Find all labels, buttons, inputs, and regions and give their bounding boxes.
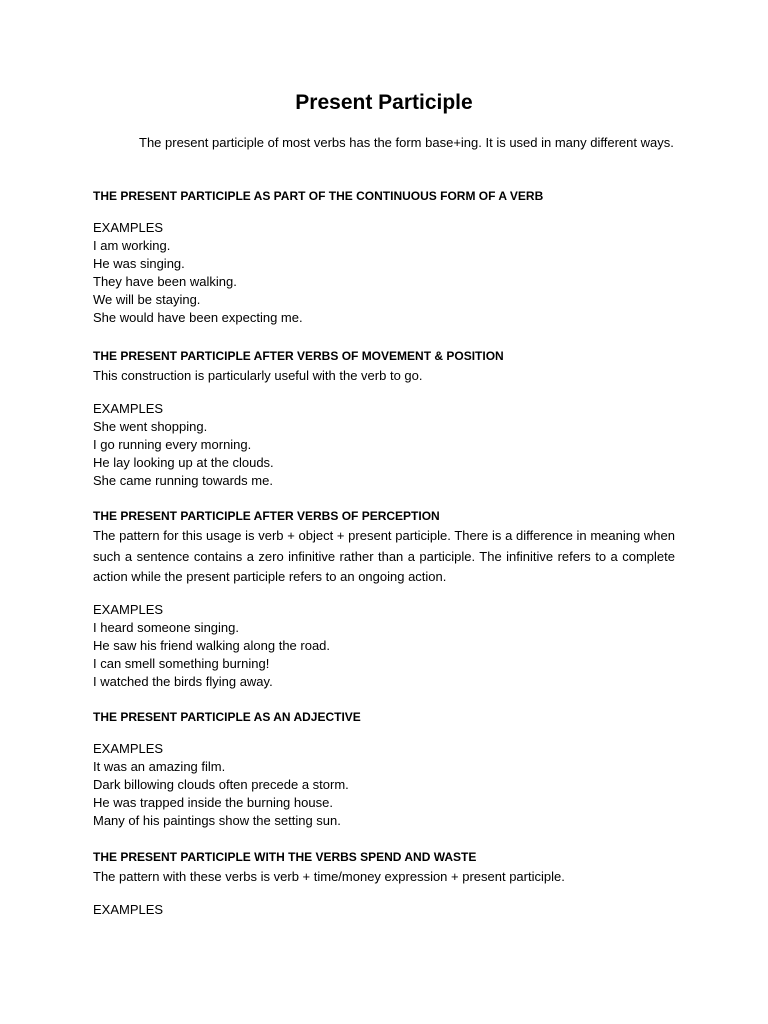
example-line: He was trapped inside the burning house. <box>93 795 333 810</box>
examples-label: EXAMPLES <box>93 220 164 235</box>
example-line: He saw his friend walking along the road. <box>93 638 331 653</box>
example-line: I watched the birds flying away. <box>93 674 273 689</box>
examples-block-adjective <box>93 740 349 830</box>
example-line: Many of his paintings show the setting sun. <box>93 813 341 828</box>
intro-paragraph: The present participle of most verbs has the form base+ing. It is used in many different ways. <box>139 135 674 150</box>
example-line: I heard someone singing. <box>93 620 239 635</box>
examples-block-spend-waste <box>93 901 163 919</box>
section-description-movement: This construction is particularly useful with the verb to go. <box>93 368 423 383</box>
example-line: She would have been expecting me. <box>93 310 303 325</box>
examples-label: EXAMPLES <box>93 401 164 416</box>
section-description-perception: The pattern for this usage is verb + object + present participle. There is a difference in meaning when such a sentence contains a zero infinitive rather than a participle. The infinitive refers to a complete action while the present participle refers to an ongoing action. <box>93 528 675 584</box>
example-line: He lay looking up at the clouds. <box>93 455 274 470</box>
example-line: It was an amazing film. <box>93 759 226 774</box>
examples-label: EXAMPLES <box>93 602 164 617</box>
example-line: We will be staying. <box>93 292 201 307</box>
section-heading-movement: THE PRESENT PARTICIPLE AFTER VERBS OF MOVEMENT & POSITION <box>93 349 504 363</box>
example-line: I am working. <box>93 238 171 253</box>
section-heading-spend-waste: THE PRESENT PARTICIPLE WITH THE VERBS SPEND AND WASTE <box>93 850 477 864</box>
section-description-spend-waste: The pattern with these verbs is verb + time/money expression + present participle. <box>93 869 565 884</box>
examples-block-continuous <box>93 219 303 327</box>
examples-block-movement <box>93 400 274 490</box>
examples-label: EXAMPLES <box>93 741 164 756</box>
page-title: Present Participle <box>295 91 473 114</box>
examples-block-perception <box>93 601 330 691</box>
example-line: She went shopping. <box>93 419 208 434</box>
example-line: Dark billowing clouds often precede a storm. <box>93 777 349 792</box>
section-heading-continuous: THE PRESENT PARTICIPLE AS PART OF THE CONTINUOUS FORM OF A VERB <box>93 189 544 203</box>
examples-label: EXAMPLES <box>93 902 164 917</box>
section-heading-adjective: THE PRESENT PARTICIPLE AS AN ADJECTIVE <box>93 710 361 724</box>
example-line: I go running every morning. <box>93 437 252 452</box>
section-heading-perception: THE PRESENT PARTICIPLE AFTER VERBS OF PERCEPTION <box>93 509 440 523</box>
example-line: He was singing. <box>93 256 185 271</box>
example-line: They have been walking. <box>93 274 237 289</box>
example-line: She came running towards me. <box>93 473 273 488</box>
example-line: I can smell something burning! <box>93 656 270 671</box>
